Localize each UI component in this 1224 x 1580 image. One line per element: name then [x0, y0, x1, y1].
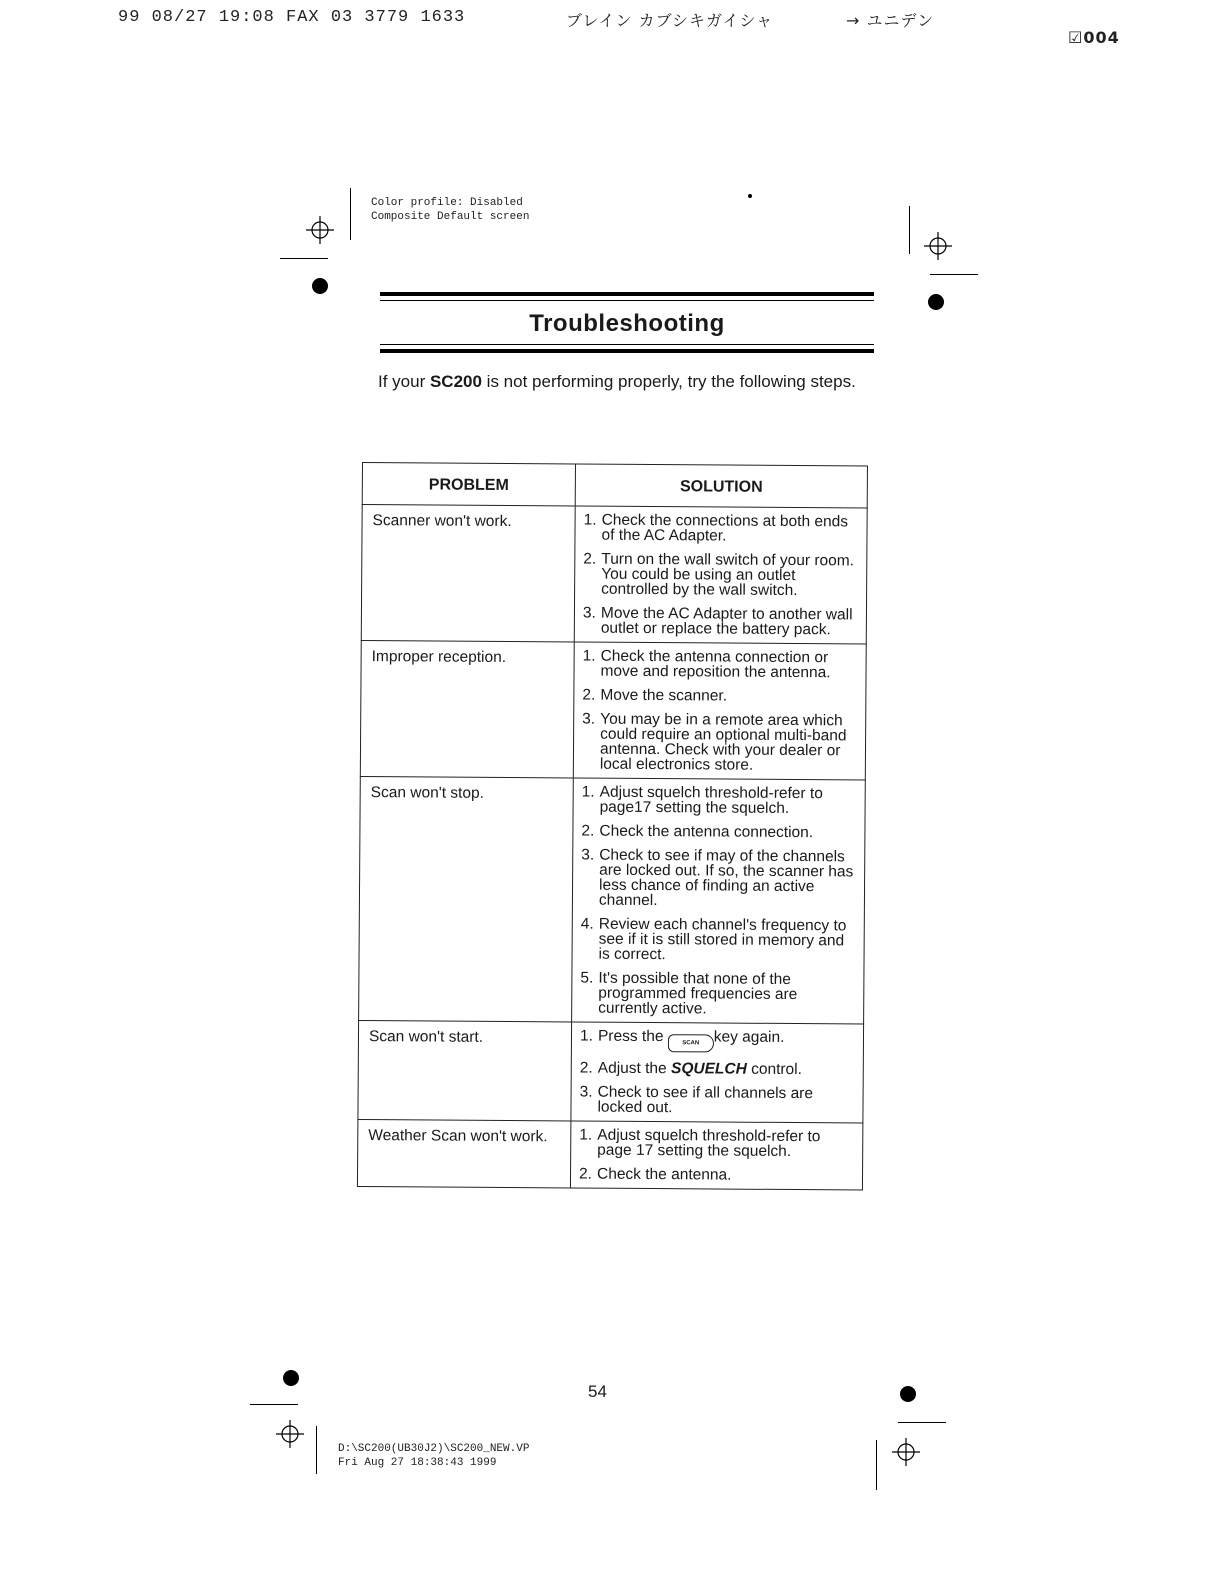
crosshair-icon	[276, 1420, 304, 1448]
table-header-row	[362, 463, 867, 509]
intro-suffix: is not performing properly, try the following steps.	[481, 372, 856, 391]
table-row	[359, 776, 866, 1024]
solution-step: 1. Check the antenna connection or move and reposition the antenna.	[582, 647, 831, 682]
title-rule-top-thin	[380, 300, 874, 301]
registration-line	[876, 1440, 877, 1490]
solution-cell	[573, 642, 866, 780]
footer-timestamp: Fri Aug 27 18:38:43 1999	[338, 1457, 497, 1469]
solution-step: 1. Check the connections at both ends of the AC Adapter.	[583, 511, 849, 545]
title-rule-bottom	[380, 349, 874, 353]
table-row	[357, 1119, 862, 1190]
solution-step: 1. Press the SCAN key again.	[580, 1029, 857, 1054]
solution-step: 4. Review each channel's frequency to see if it is still stored in memory and is correct.	[580, 915, 847, 964]
solution-step: 3. Move the AC Adapter to another wall outlet or replace the battery pack.	[582, 604, 853, 639]
problem-cell: Scanner won't work.	[361, 505, 575, 642]
solution-step: 2. Check the antenna.	[578, 1165, 732, 1184]
footer-file-path: D:\SC200(UB30J2)\SC200_NEW.VP	[338, 1443, 530, 1455]
troubleshooting-table	[357, 462, 868, 1191]
solution-header: SOLUTION	[575, 464, 867, 508]
color-profile-line1: Color profile: Disabled	[371, 197, 523, 209]
registration-line	[898, 1422, 946, 1423]
registration-line	[930, 274, 978, 275]
solution-cell	[570, 1121, 862, 1190]
fax-header-recipient: → ユニデン	[846, 11, 935, 30]
registration-dot	[312, 278, 328, 294]
page-number: 54	[588, 1382, 607, 1401]
fax-page-box: ☑004	[1068, 28, 1120, 47]
scan-key-icon: SCAN	[668, 1034, 714, 1052]
solution-cell	[574, 506, 867, 644]
title-rule-top	[380, 292, 874, 296]
problem-cell: Scan won't stop.	[359, 776, 574, 1021]
registration-line	[250, 1404, 298, 1405]
registration-dot	[928, 294, 944, 310]
crosshair-icon	[892, 1438, 920, 1466]
problem-cell: Improper reception.	[360, 640, 574, 777]
solution-cell	[571, 1022, 864, 1123]
registration-line	[350, 188, 351, 240]
color-profile-line2: Composite Default screen	[371, 211, 530, 223]
solution-step: 2. Move the scanner.	[582, 686, 728, 705]
section-title: Troubleshooting	[529, 310, 725, 337]
intro-model: SC200	[429, 372, 482, 391]
registration-line	[280, 258, 328, 259]
table-row	[361, 505, 867, 645]
solution-step: 5. It's possible that none of the programmed frequencies are currently active.	[580, 969, 798, 1018]
solution-step: 3. Check to see if all channels are locked out.	[579, 1083, 814, 1117]
solution-step: 3. You may be in a remote area which could require an optional multi-band antenna. Check with your dealer or local electronics store.	[582, 710, 847, 774]
solution-step: 1. Adjust squelch threshold-refer to page 17 setting the squelch.	[579, 1126, 821, 1161]
registration-line	[909, 206, 910, 254]
problem-cell: Weather Scan won't work.	[357, 1119, 570, 1187]
fax-header-left: 99 08/27 19:08 FAX 03 3779 1633	[118, 8, 466, 27]
solution-step: 2. Check the antenna connection.	[581, 822, 814, 842]
solution-step: 2. Adjust the SQUELCH control.	[579, 1059, 803, 1079]
intro-prefix: If your	[378, 372, 430, 391]
crosshair-icon	[924, 232, 952, 260]
solution-step: 1. Adjust squelch threshold-refer to page17 setting the squelch.	[581, 783, 823, 817]
registration-dot	[900, 1386, 916, 1402]
solution-step: 2. Turn on the wall switch of your room. You could be using an outlet controlled by the wall switch.	[583, 550, 855, 600]
crosshair-icon	[306, 216, 334, 244]
table-row	[360, 640, 866, 780]
problem-header: PROBLEM	[362, 463, 575, 506]
table-row	[358, 1020, 864, 1123]
solution-cell	[572, 778, 866, 1024]
registration-line	[316, 1426, 317, 1474]
intro-paragraph	[378, 372, 868, 391]
registration-dot	[283, 1370, 299, 1386]
problem-cell: Scan won't start.	[358, 1020, 572, 1120]
solution-step: 3. Check to see if may of the channels are locked out. If so, the scanner has less chance of finding an active channel.	[581, 846, 854, 910]
speck	[748, 194, 752, 198]
title-rule-bottom-thin	[380, 344, 874, 345]
fax-header-sender: ブレイン カブシキガイシャ	[566, 11, 774, 30]
